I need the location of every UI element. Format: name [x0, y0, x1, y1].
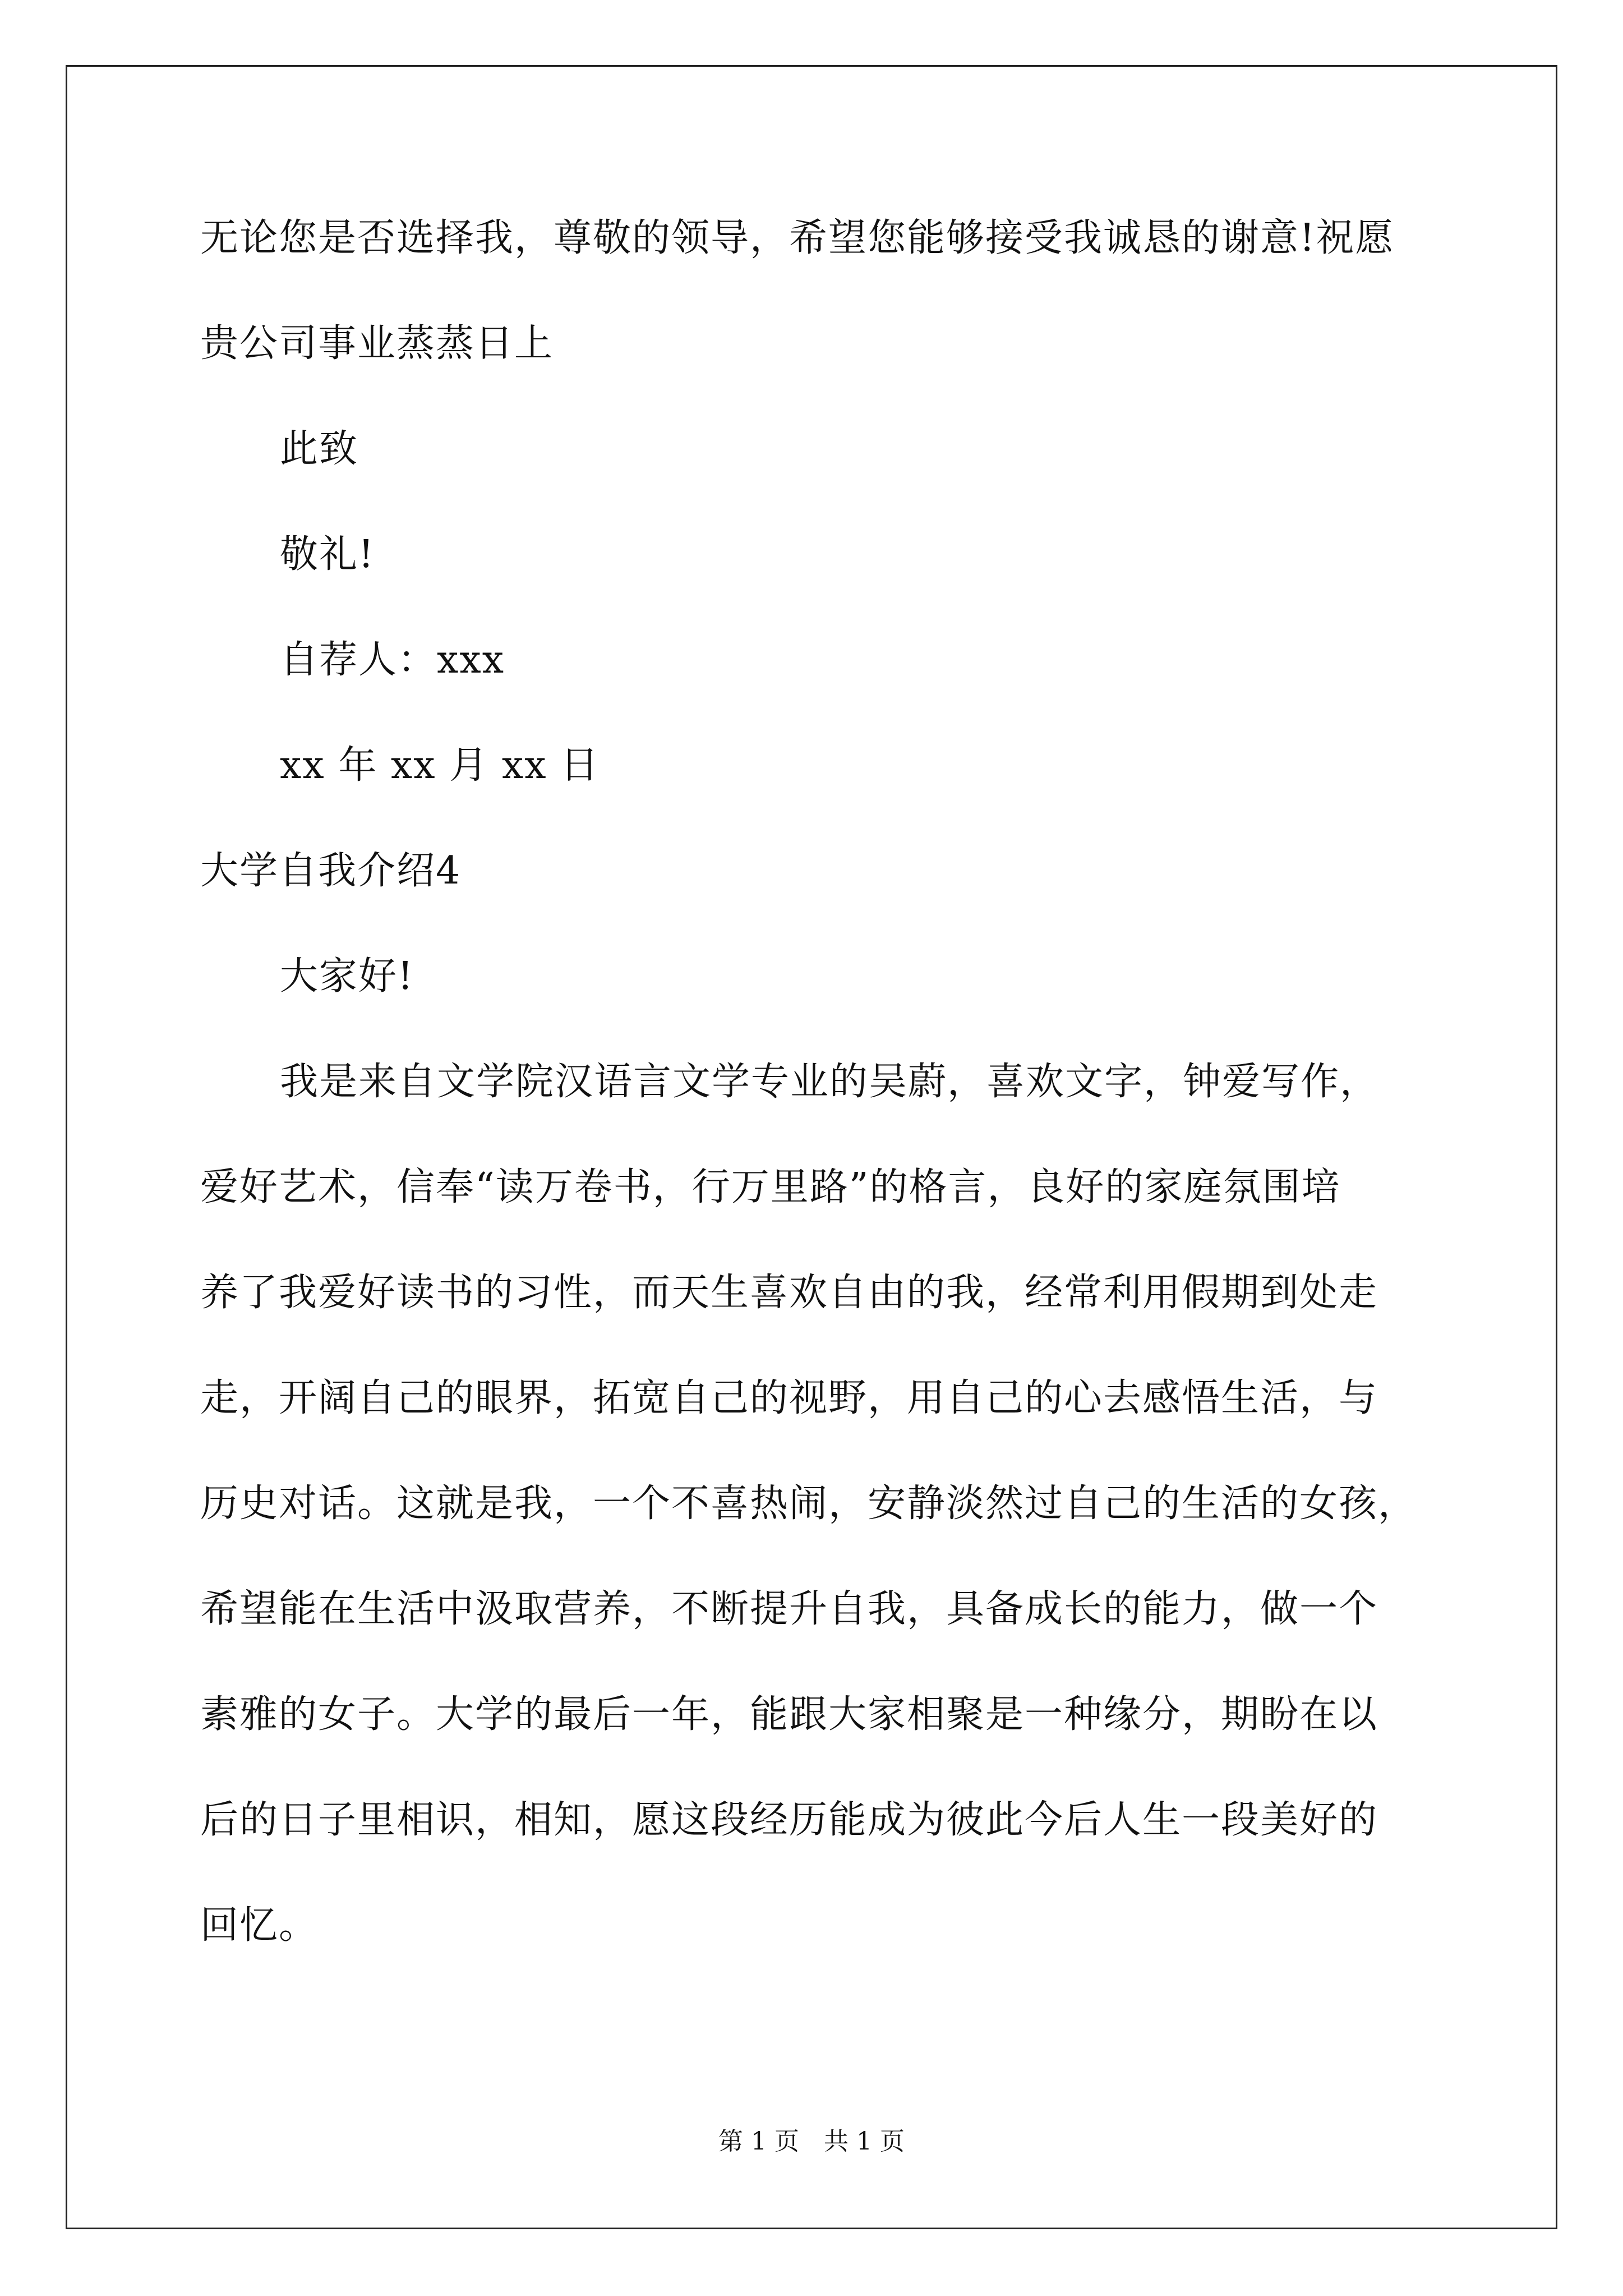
page-number-footer: 第 1 页 共 1 页: [718, 2127, 905, 2156]
signature-line: 自荐人：xxx: [280, 638, 505, 682]
text-line: 希望能在生活中汲取营养，不断提升自我，具备成长的能力，做一个: [200, 1587, 1378, 1631]
text-line: 无论您是否选择我，尊敬的领导，希望您能够接受我诚恳的谢意!祝愿: [200, 216, 1395, 260]
closing-salutation: 此致: [280, 427, 359, 471]
text-line: 走，开阔自己的眼界，拓宽自己的视野，用自己的心去感悟生活，与: [200, 1376, 1378, 1420]
text-line: 我是来自文学院汉语言文学专业的吴蔚，喜欢文字，钟爱写作，: [280, 1060, 1380, 1104]
text-line: 历史对话。这就是我，一个不喜热闹，安静淡然过自己的生活的女孩，: [200, 1481, 1418, 1526]
text-line: 素雅的女子。大学的最后一年，能跟大家相聚是一种缘分，期盼在以: [200, 1692, 1378, 1737]
text-line: 爱好艺术，信奉“读万卷书，行万里路”的格言，良好的家庭氛围培: [200, 1165, 1341, 1209]
section-heading: 大学自我介绍4: [200, 849, 462, 893]
text-line: 后的日子里相识，相知，愿这段经历能成为彼此今后人生一段美好的: [200, 1798, 1378, 1842]
text-line: 贵公司事业蒸蒸日上: [200, 321, 554, 366]
date-line: xx 年 xx 月 xx 日: [280, 743, 600, 788]
greeting: 大家好!: [280, 954, 414, 999]
text-line: 养了我爱好读书的习性，而天生喜欢自由的我，经常利用假期到处走: [200, 1271, 1378, 1315]
text-line: 回忆。: [200, 1903, 319, 1948]
closing-regards: 敬礼!: [280, 532, 375, 577]
